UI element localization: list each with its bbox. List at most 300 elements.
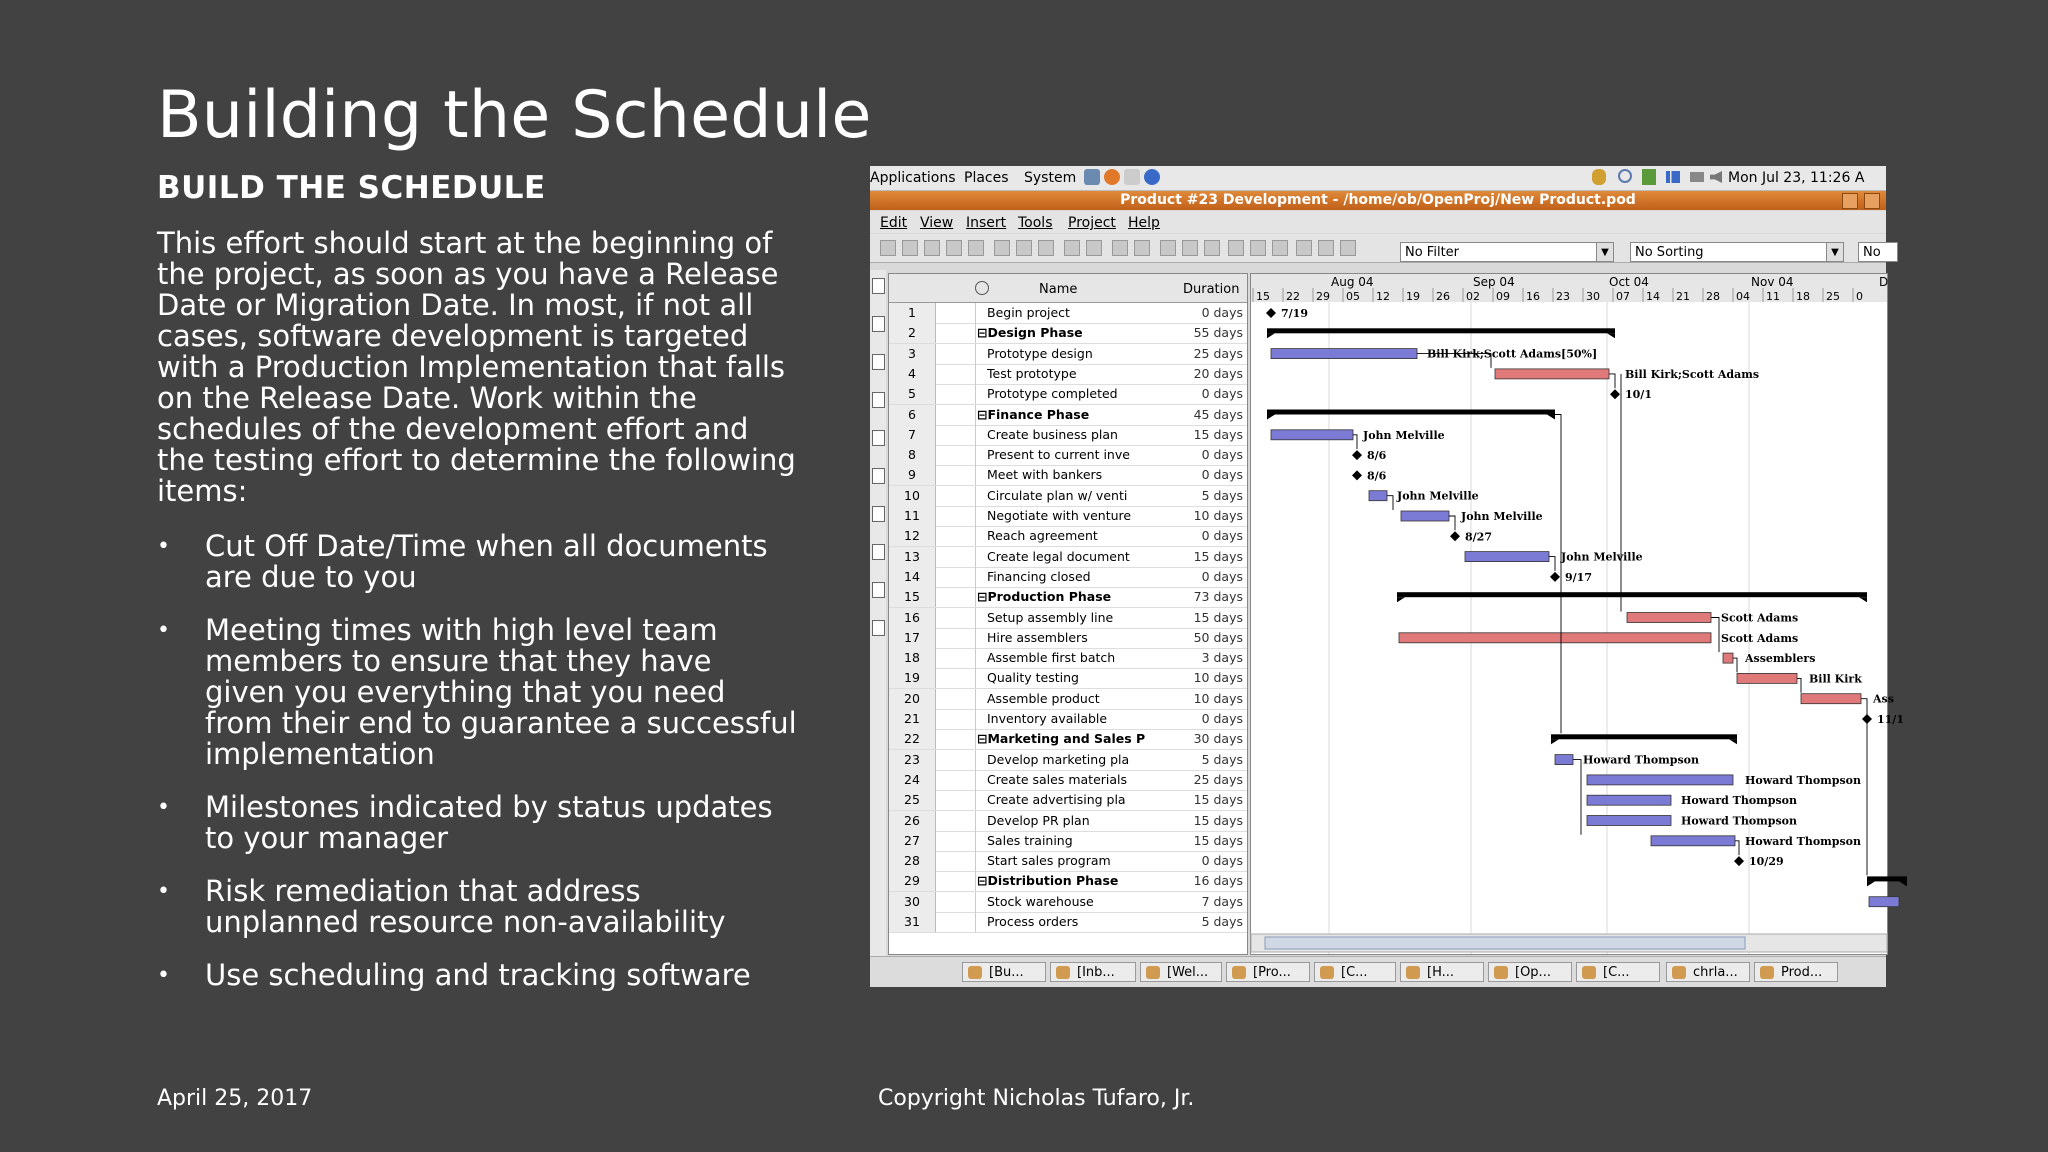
task-row[interactable] — [889, 303, 1247, 324]
taskbar-button[interactable] — [1488, 962, 1572, 982]
summary-bar-end — [1547, 415, 1555, 420]
taskbar-button[interactable] — [962, 962, 1046, 982]
task-name[interactable]: Test prototype — [987, 365, 1077, 381]
task-usage-icon[interactable] — [872, 506, 885, 522]
task-row-number[interactable]: 20 — [889, 689, 936, 709]
task-name[interactable]: Begin project — [987, 305, 1070, 320]
paste-icon[interactable] — [1038, 240, 1054, 256]
user-icon[interactable] — [1592, 169, 1606, 185]
task-row-number[interactable]: 13 — [889, 547, 936, 567]
task-bar — [1465, 552, 1549, 562]
wbs-view-icon[interactable] — [872, 354, 885, 370]
timescale-day: 0 — [1856, 290, 1863, 303]
task-row-number[interactable]: 16 — [889, 608, 936, 628]
slide-body — [157, 228, 797, 1013]
dependency-line — [1573, 760, 1581, 835]
task-name[interactable]: Setup assembly line — [987, 609, 1114, 625]
launcher-icon[interactable] — [1084, 169, 1100, 185]
task-row-number[interactable]: 22 — [889, 729, 936, 749]
task-name[interactable]: Negotiate with venture — [987, 508, 1132, 523]
task-row[interactable] — [889, 628, 1247, 649]
task-duration[interactable]: 5 days — [1201, 487, 1243, 503]
timescale-day: 04 — [1736, 290, 1750, 303]
assign-resources-icon[interactable] — [1204, 240, 1220, 256]
notes-icon[interactable] — [1182, 240, 1198, 256]
task-duration[interactable]: 10 days — [1193, 690, 1243, 706]
task-row[interactable] — [889, 567, 1247, 588]
task-row-number[interactable]: 2 — [889, 323, 936, 343]
gantt-label: Scott Adams — [1721, 611, 1799, 625]
system-menu[interactable]: System — [1024, 170, 1077, 186]
places-menu[interactable]: Places — [964, 170, 1009, 186]
calendar-icon[interactable] — [1228, 240, 1244, 256]
task-name[interactable]: Create advertising pla — [987, 792, 1126, 808]
zoom-in-icon[interactable] — [1250, 240, 1266, 256]
task-duration[interactable]: 5 days — [1201, 914, 1243, 929]
volume-icon[interactable] — [1710, 171, 1722, 183]
milestone-diamond — [1550, 572, 1560, 582]
applications-menu[interactable]: Applications — [870, 170, 956, 186]
taskbar-button[interactable] — [1314, 962, 1396, 982]
dependency-line — [1387, 496, 1393, 510]
task-duration[interactable]: 7 days — [1201, 893, 1243, 909]
taskbar-label: [C... — [1341, 965, 1368, 980]
save-icon[interactable] — [924, 240, 940, 256]
scroll-right-icon[interactable] — [1340, 240, 1356, 256]
task-name[interactable]: Start sales program — [987, 853, 1111, 869]
unlink-icon[interactable] — [1134, 240, 1150, 256]
link-icon[interactable] — [1112, 240, 1128, 256]
task-row[interactable] — [889, 750, 1247, 771]
task-row[interactable] — [889, 689, 1247, 710]
task-row[interactable] — [889, 709, 1247, 730]
timescale-day: 18 — [1796, 290, 1810, 303]
task-row-number[interactable]: 18 — [889, 648, 936, 668]
task-indicator — [935, 689, 976, 709]
task-indicator — [935, 405, 976, 425]
task-name[interactable]: Circulate plan w/ venti — [987, 487, 1128, 503]
reports-view-icon[interactable] — [872, 430, 885, 446]
filter-icon[interactable] — [1296, 240, 1312, 256]
gantt-label: 8/6 — [1367, 469, 1387, 483]
task-duration[interactable]: 73 days — [1193, 589, 1243, 605]
gantt-view-icon[interactable] — [872, 278, 885, 294]
task-row-number[interactable]: 23 — [889, 750, 936, 770]
browser-icon[interactable] — [1104, 169, 1120, 185]
window-titlebar — [870, 191, 1886, 210]
task-name[interactable]: ⊟Design Phase — [977, 325, 1083, 341]
charts-icon[interactable] — [872, 620, 885, 636]
milestone-diamond — [1450, 531, 1460, 541]
taskbar-button[interactable] — [1576, 962, 1660, 982]
app-icon — [1232, 966, 1246, 979]
menu-tools[interactable]: Tools — [1018, 215, 1053, 231]
task-row[interactable] — [889, 851, 1247, 872]
sorting-select[interactable] — [1630, 242, 1844, 262]
undo-icon[interactable] — [1064, 240, 1080, 256]
filter-value: No Filter — [1405, 245, 1460, 260]
task-bar — [1627, 613, 1711, 623]
view-switcher — [870, 270, 886, 960]
clock[interactable]: Mon Jul 23, 11:26 A — [1728, 170, 1865, 186]
new-icon[interactable] — [880, 240, 896, 256]
task-row[interactable] — [889, 790, 1247, 811]
task-row-number[interactable]: 9 — [889, 465, 936, 485]
task-indicator — [935, 628, 976, 648]
task-name[interactable]: ⊟Marketing and Sales P — [977, 731, 1146, 747]
task-row[interactable] — [889, 506, 1247, 527]
task-name[interactable]: Create business plan — [987, 426, 1118, 442]
task-row[interactable] — [889, 486, 1247, 507]
menu-view[interactable]: View — [920, 215, 954, 231]
task-row[interactable] — [889, 729, 1247, 750]
task-row[interactable] — [889, 912, 1247, 933]
task-name[interactable]: Develop marketing pla — [987, 751, 1130, 767]
openproj-screenshot — [870, 166, 1904, 986]
task-name[interactable]: ⊟Production Phase — [977, 589, 1112, 605]
task-grid — [888, 273, 1248, 955]
task-duration[interactable]: 20 days — [1193, 365, 1243, 381]
group-select[interactable] — [1858, 242, 1898, 262]
task-name[interactable]: Prototype design — [987, 345, 1093, 361]
task-duration[interactable]: 15 days — [1193, 812, 1243, 828]
app-icon — [1760, 966, 1774, 979]
resource-usage-icon[interactable] — [872, 544, 885, 560]
print-icon[interactable] — [946, 240, 962, 256]
menu-edit[interactable]: Edit — [880, 215, 908, 231]
taskbar-label: [Inb... — [1077, 965, 1115, 980]
intro-paragraph: This effort should start at the beginning of the project, as soon as you have a Release Date or Migration Date. In most, if not all cases, software development is targeted with a Production Implementation that falls on the Release Date. Work within the schedules of the development effort and the testing effort to determine the following items: — [157, 226, 796, 508]
bullet-text: Use scheduling and tracking software — [205, 958, 751, 992]
mail-icon[interactable] — [1124, 169, 1140, 185]
task-row[interactable] — [889, 526, 1247, 547]
task-duration[interactable]: 0 days — [1201, 528, 1243, 544]
task-row[interactable] — [889, 405, 1247, 426]
gantt-canvas[interactable] — [1251, 274, 1904, 954]
task-name[interactable]: Stock warehouse — [987, 893, 1094, 909]
task-row-number[interactable]: 7 — [889, 425, 936, 445]
summary-bar — [1267, 328, 1615, 333]
gantt-label: Howard Thompson — [1681, 794, 1798, 808]
dependency-line — [1609, 374, 1615, 388]
task-bar — [1271, 430, 1353, 440]
task-row-number[interactable]: 27 — [889, 831, 936, 851]
task-indicator — [935, 547, 976, 567]
bullet-dot: • — [157, 795, 170, 820]
timescale-day: 09 — [1496, 290, 1510, 303]
signal-icon[interactable] — [1666, 171, 1680, 183]
milestone-diamond — [1352, 450, 1362, 460]
task-row-number[interactable]: 4 — [889, 364, 936, 384]
gantt-chart — [1250, 273, 1904, 955]
task-duration[interactable]: 55 days — [1193, 325, 1243, 341]
dependency-line — [1733, 658, 1737, 672]
task-name[interactable]: Create legal document — [987, 548, 1130, 564]
footer-date: April 25, 2017 — [157, 1086, 313, 1111]
task-duration[interactable]: 16 days — [1193, 873, 1243, 889]
task-row-number[interactable]: 28 — [889, 851, 936, 871]
task-info-icon[interactable] — [1160, 240, 1176, 256]
task-row[interactable] — [889, 445, 1247, 466]
task-row[interactable] — [889, 648, 1247, 669]
task-row-number[interactable]: 14 — [889, 567, 936, 587]
task-bar — [1737, 673, 1797, 683]
task-row-number[interactable]: 3 — [889, 344, 936, 364]
task-duration[interactable]: 0 days — [1201, 853, 1243, 869]
task-indicator — [935, 506, 976, 526]
task-bar — [1587, 795, 1671, 805]
task-indicator — [935, 831, 976, 851]
summary-bar-end — [1397, 597, 1405, 602]
task-row-number[interactable]: 1 — [889, 303, 936, 323]
update-icon[interactable] — [1642, 169, 1656, 185]
task-duration[interactable]: 10 days — [1193, 508, 1243, 523]
summary-bar-end — [1607, 333, 1615, 338]
filter-select[interactable] — [1400, 242, 1614, 262]
task-row[interactable] — [889, 770, 1247, 791]
taskbar-button[interactable] — [1226, 962, 1310, 982]
task-duration[interactable]: 15 days — [1193, 609, 1243, 625]
gantt-label: Ass — [1873, 692, 1894, 706]
menu-bar — [870, 211, 1886, 233]
task-indicator — [935, 384, 976, 404]
task-name[interactable]: Quality testing — [987, 670, 1079, 686]
taskbar-button[interactable] — [1050, 962, 1136, 982]
task-duration[interactable]: 25 days — [1193, 771, 1243, 787]
task-row[interactable] — [889, 425, 1247, 446]
taskbar-button[interactable] — [1754, 962, 1838, 982]
window-title: Product #23 Development - /home/ob/OpenProj/New Product.pod — [1120, 192, 1636, 208]
histogram-icon[interactable] — [872, 582, 885, 598]
taskbar-button[interactable] — [1666, 962, 1750, 982]
help-icon[interactable] — [1144, 169, 1160, 185]
task-duration[interactable]: 5 days — [1201, 751, 1243, 767]
task-name[interactable]: Process orders — [987, 914, 1079, 929]
scroll-left-icon[interactable] — [1318, 240, 1334, 256]
task-name[interactable]: Develop PR plan — [987, 812, 1090, 828]
task-duration[interactable]: 0 days — [1201, 386, 1243, 402]
task-row-number[interactable]: 31 — [889, 912, 936, 932]
task-row-number[interactable]: 8 — [889, 445, 936, 465]
taskbar-button[interactable] — [1140, 962, 1222, 982]
timescale-month: D — [1879, 275, 1889, 289]
task-row[interactable] — [889, 547, 1247, 568]
summary-bar-end — [1267, 333, 1275, 338]
battery-icon[interactable] — [1690, 172, 1704, 182]
task-name[interactable]: Inventory available — [987, 711, 1108, 726]
app-icon — [1672, 966, 1686, 979]
task-row-number[interactable]: 26 — [889, 811, 936, 831]
task-name[interactable]: Prototype completed — [987, 386, 1118, 402]
bullet-item — [157, 960, 797, 991]
app-icon — [1406, 966, 1420, 979]
task-indicator — [935, 729, 976, 749]
milestone-diamond — [1610, 389, 1620, 399]
redo-icon[interactable] — [1086, 240, 1102, 256]
dependency-line — [1549, 557, 1555, 571]
task-name[interactable]: ⊟Finance Phase — [977, 406, 1090, 422]
task-row[interactable] — [889, 831, 1247, 852]
task-row[interactable] — [889, 384, 1247, 405]
open-icon[interactable] — [902, 240, 918, 256]
chevron-down-icon[interactable]: ▼ — [1826, 243, 1843, 261]
timescale-day: 22 — [1286, 290, 1300, 303]
task-duration[interactable]: 50 days — [1193, 629, 1243, 645]
column-duration-header[interactable]: Duration — [1183, 282, 1240, 297]
timescale-day: 23 — [1556, 290, 1570, 303]
timescale-day: 05 — [1346, 290, 1360, 303]
timescale-day: 30 — [1586, 290, 1600, 303]
app-icon — [1056, 966, 1070, 979]
task-indicator — [935, 303, 976, 323]
search-icon[interactable] — [1618, 169, 1632, 183]
task-name[interactable]: Reach agreement — [987, 528, 1098, 544]
summary-bar-end — [1867, 881, 1875, 886]
taskbar-label: [C... — [1603, 965, 1630, 980]
gnome-top-panel — [870, 166, 1886, 191]
task-row[interactable] — [889, 811, 1247, 832]
task-row[interactable] — [889, 465, 1247, 486]
task-row[interactable] — [889, 871, 1247, 892]
task-row[interactable] — [889, 344, 1247, 365]
task-indicator — [935, 425, 976, 445]
task-name[interactable]: Sales training — [987, 832, 1073, 848]
task-bar — [1651, 836, 1735, 846]
gantt-label: John Melville — [1461, 510, 1543, 523]
task-row-number[interactable]: 24 — [889, 770, 936, 790]
task-duration[interactable]: 25 days — [1193, 345, 1243, 361]
timescale-day: 11 — [1766, 290, 1780, 303]
column-name-header[interactable]: Name — [1039, 282, 1078, 297]
task-duration[interactable]: 3 days — [1201, 650, 1243, 666]
timescale-day: 25 — [1826, 290, 1840, 303]
gantt-label: John Melville — [1397, 489, 1479, 503]
timescale-day: 21 — [1676, 290, 1690, 303]
task-row-number[interactable]: 15 — [889, 587, 936, 607]
task-duration[interactable]: 15 days — [1193, 548, 1243, 564]
task-row-number[interactable]: 17 — [889, 628, 936, 648]
gantt-label: John Melville — [1363, 428, 1445, 442]
task-indicator — [935, 892, 976, 912]
task-row-number[interactable]: 29 — [889, 871, 936, 891]
task-row-number[interactable]: 6 — [889, 405, 936, 425]
task-row[interactable] — [889, 608, 1247, 629]
task-indicator — [935, 364, 976, 384]
cut-icon[interactable] — [994, 240, 1010, 256]
timescale-month: Aug 04 — [1331, 275, 1374, 289]
task-duration[interactable]: 15 days — [1193, 426, 1243, 442]
print-preview-icon[interactable] — [968, 240, 984, 256]
dependency-line — [1797, 678, 1801, 692]
task-name[interactable]: ⊟Distribution Phase — [977, 873, 1119, 889]
task-duration[interactable]: 0 days — [1201, 447, 1243, 463]
minimize-icon[interactable] — [1842, 193, 1858, 209]
task-duration[interactable]: 30 days — [1193, 731, 1243, 747]
app-icon — [1582, 966, 1596, 979]
task-bar — [1801, 694, 1861, 704]
timescale-day: 14 — [1646, 290, 1660, 303]
app-icon — [1146, 966, 1160, 979]
summary-bar-end — [1899, 881, 1907, 886]
bullet-text: Risk remediation that address unplanned resource non-availability — [205, 874, 726, 939]
timescale-day: 26 — [1436, 290, 1450, 303]
taskbar-label: chrla... — [1693, 965, 1738, 980]
task-duration[interactable]: 15 days — [1193, 832, 1243, 848]
bullet-dot: • — [157, 879, 170, 904]
task-row-number[interactable]: 19 — [889, 668, 936, 688]
task-row[interactable] — [889, 668, 1247, 689]
gantt-label: 11/1 — [1877, 713, 1904, 726]
task-row-number[interactable]: 30 — [889, 892, 936, 912]
menu-insert[interactable]: Insert — [966, 215, 1007, 231]
timescale-month: Nov 04 — [1751, 275, 1794, 289]
task-duration[interactable]: 0 days — [1201, 568, 1243, 584]
task-duration[interactable]: 0 days — [1201, 467, 1243, 483]
task-duration[interactable]: 45 days — [1193, 406, 1243, 422]
summary-bar-end — [1729, 739, 1737, 744]
dependency-line — [1711, 618, 1719, 653]
gantt-label: 7/19 — [1281, 307, 1308, 320]
resources-view-icon[interactable] — [872, 468, 885, 484]
maximize-icon[interactable] — [1864, 193, 1880, 209]
copy-icon[interactable] — [1016, 240, 1032, 256]
menu-help[interactable]: Help — [1128, 215, 1160, 231]
taskbar-label: [Pro... — [1253, 965, 1291, 980]
task-row-number[interactable]: 12 — [889, 526, 936, 546]
gantt-label: Bill Kirk;Scott Adams[50%] — [1427, 347, 1598, 361]
task-row-number[interactable]: 5 — [889, 384, 936, 404]
chevron-down-icon[interactable]: ▼ — [1596, 243, 1613, 261]
group-value: No — [1863, 245, 1881, 260]
bullet-dot: • — [157, 618, 170, 643]
task-name[interactable]: Hire assemblers — [987, 629, 1088, 645]
task-name[interactable]: Create sales materials — [987, 771, 1128, 787]
gantt-label: 10/1 — [1625, 388, 1652, 402]
milestone-diamond — [1734, 856, 1744, 866]
task-name[interactable]: Meet with bankers — [987, 467, 1103, 483]
task-indicator — [935, 486, 976, 506]
task-row[interactable] — [889, 323, 1247, 344]
task-name[interactable]: Assemble first batch — [987, 650, 1116, 666]
taskbar-button[interactable] — [1400, 962, 1484, 982]
task-duration[interactable]: 10 days — [1193, 670, 1243, 686]
task-name[interactable]: Present to current inve — [987, 447, 1130, 463]
task-row[interactable] — [889, 587, 1247, 608]
task-bar — [1399, 633, 1711, 643]
zoom-out-icon[interactable] — [1272, 240, 1288, 256]
task-row-number[interactable]: 10 — [889, 486, 936, 506]
gantt-label: Assemblers — [1745, 652, 1816, 666]
network-view-icon[interactable] — [872, 316, 885, 332]
dependency-line — [1449, 516, 1455, 530]
task-row[interactable] — [889, 364, 1247, 385]
task-name[interactable]: Financing closed — [987, 568, 1091, 584]
task-row-number[interactable]: 25 — [889, 790, 936, 810]
task-duration[interactable]: 15 days — [1193, 792, 1243, 808]
gantt-label: Howard Thompson — [1681, 814, 1798, 828]
menu-project[interactable]: Project — [1068, 215, 1116, 231]
task-row-number[interactable]: 21 — [889, 709, 936, 729]
rbs-view-icon[interactable] — [872, 392, 885, 408]
task-indicator — [935, 526, 976, 546]
task-duration[interactable]: 0 days — [1201, 305, 1243, 320]
task-name[interactable]: Assemble product — [987, 690, 1100, 706]
taskbar-label: [H... — [1427, 965, 1455, 980]
task-duration[interactable]: 0 days — [1201, 711, 1243, 726]
task-row[interactable] — [889, 892, 1247, 913]
task-row-number[interactable]: 11 — [889, 506, 936, 526]
timescale-day: 19 — [1406, 290, 1420, 303]
